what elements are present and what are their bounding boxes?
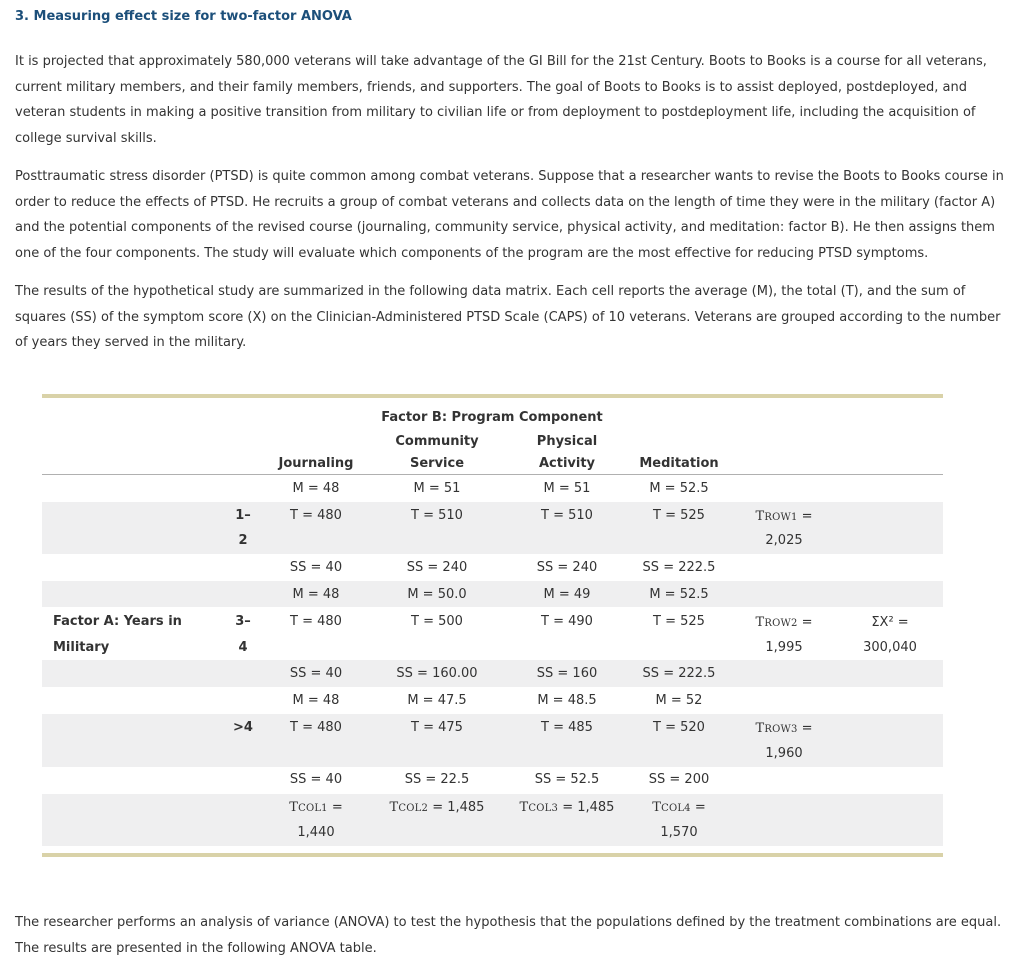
cell-r1-c3-m: M = 51 [543,481,591,496]
row1-total-value: 2,025 [765,533,803,548]
cell-r1-c2-ss: SS = 240 [406,560,468,575]
col-header-journaling: Journaling [278,456,354,471]
cell-r3-c4-ss: SS = 200 [648,772,710,787]
cell-r2-c2-ss: SS = 160.00 [396,666,478,681]
intro-paragraph: It is projected that approximately 580,000 veterans will take advantage of the GI Bill for the 21st Century. Boots to Books is a course for all veterans, current military members, and their family members, friends, and supporters. The goal of Boots to Books is to assist deployed, postdeployed, and veteran students in making a positive transition from military to civilian life or from deployment to postdeployment life, including the acquisition of college survival skills. [15,54,987,146]
sum-x2-value: 300,040 [863,640,917,655]
col-header-meditation: Meditation [639,456,719,471]
cell-r2-c3-ss: SS = 160 [536,666,598,681]
row1-label: 1– [235,508,251,523]
col-header-physical: Physical [536,434,598,449]
cell-r1-c2-m: M = 51 [413,481,461,496]
cell-r3-c3-t: T = 485 [541,720,593,735]
band-row2-ss [42,660,943,687]
cell-r3-c1-t: T = 480 [290,720,342,735]
cell-r3-c2-t: T = 475 [411,720,463,735]
factor-a-label-cont: Military [53,640,110,655]
row2-total-value: 1,995 [765,640,803,655]
row3-label: >4 [233,720,253,735]
ptsd-paragraph: Posttraumatic stress disorder (PTSD) is quite common among combat veterans. Suppose that a researcher wants to revise the Boots to Books course in order to reduce the effects of PTSD. He recruits a group of combat veterans and collects data on the length of time they were in the military (factor A) and the potential components of the revised course (journaling, community service, physical activity, and meditation: factor B). He then assigns them one of the four components. The study will evaluate which components of the program are the most effective for reducing PTSD symptoms. [15,169,1004,261]
cell-r2-c1-m: M = 48 [292,587,340,602]
cell-r1-c4-t: T = 525 [653,508,705,523]
col1-total-value: 1,440 [297,825,335,840]
cell-r2-c1-t: T = 480 [290,614,342,629]
cell-r3-c2-m: M = 47.5 [407,693,467,708]
cell-r3-c2-ss: SS = 22.5 [404,772,470,787]
cell-r1-c1-m: M = 48 [292,481,340,496]
sum-x2-label: ΣX² = [871,615,909,630]
section-heading: 3. Measuring effect size for two-factor ANOVA [15,9,352,24]
band-col-totals [42,794,943,846]
col-header-activity: Activity [538,456,596,471]
row2-total-label: TROW2 = [755,615,813,630]
row3-total-label: TROW3 = [755,721,813,736]
row1-total-label: TROW1 = [755,509,813,524]
col-header-community: Community [395,434,479,449]
row3-total-value: 1,960 [765,746,803,761]
cell-r2-c3-t: T = 490 [541,614,593,629]
header-divider [42,474,943,475]
col1-total-label: TCOL1 = [289,800,343,815]
col4-total-value: 1,570 [660,825,698,840]
cell-r2-c2-m: M = 50.0 [407,587,467,602]
col3-total: TCOL3 = 1,485 [519,800,615,815]
cell-r2-c4-ss: SS = 222.5 [642,666,716,681]
col-header-service: Service [409,456,465,471]
cell-r1-c1-t: T = 480 [290,508,342,523]
cell-r2-c4-m: M = 52.5 [649,587,709,602]
col4-total-label: TCOL4 = [652,800,706,815]
cell-r1-c3-ss: SS = 240 [536,560,598,575]
cell-r3-c4-m: M = 52 [655,693,703,708]
cell-r1-c4-ss: SS = 222.5 [642,560,716,575]
cell-r1-c3-t: T = 510 [541,508,593,523]
cell-r1-c4-m: M = 52.5 [649,481,709,496]
factor-b-title: Factor B: Program Component [381,410,603,425]
band-row2-m [42,581,943,607]
cell-r1-c2-t: T = 510 [411,508,463,523]
table-bottom-rule [42,853,943,857]
results-paragraph: The results of the hypothetical study are summarized in the following data matrix. Each cell reports the average (M), the total (T), and the sum of squares (SS) of the symptom score (X) on the Clinician-Administered PTSD Scale (CAPS) of 10 veterans. Veterans are grouped according to the number of years they served in the military. [15,284,1001,350]
cell-r3-c3-m: M = 48.5 [537,693,597,708]
cell-r3-c4-t: T = 520 [653,720,705,735]
cell-r2-c3-m: M = 49 [543,587,591,602]
row2-label-cont: 4 [238,640,248,655]
row1-label-cont: 2 [238,533,248,548]
cell-r2-c2-t: T = 500 [411,614,463,629]
row2-label: 3– [235,614,251,629]
factor-a-label: Factor A: Years in [53,614,182,629]
table-top-rule [42,394,943,398]
anova-paragraph: The researcher performs an analysis of variance (ANOVA) to test the hypothesis that the populations defined by the treatment combinations are equal. The results are presented in the following ANOVA table. [15,915,1002,956]
cell-r1-c1-ss: SS = 40 [289,560,343,575]
col2-total: TCOL2 = 1,485 [389,800,485,815]
cell-r3-c3-ss: SS = 52.5 [534,772,600,787]
cell-r3-c1-ss: SS = 40 [289,772,343,787]
cell-r2-c4-t: T = 525 [653,614,705,629]
cell-r3-c1-m: M = 48 [292,693,340,708]
cell-r2-c1-ss: SS = 40 [289,666,343,681]
